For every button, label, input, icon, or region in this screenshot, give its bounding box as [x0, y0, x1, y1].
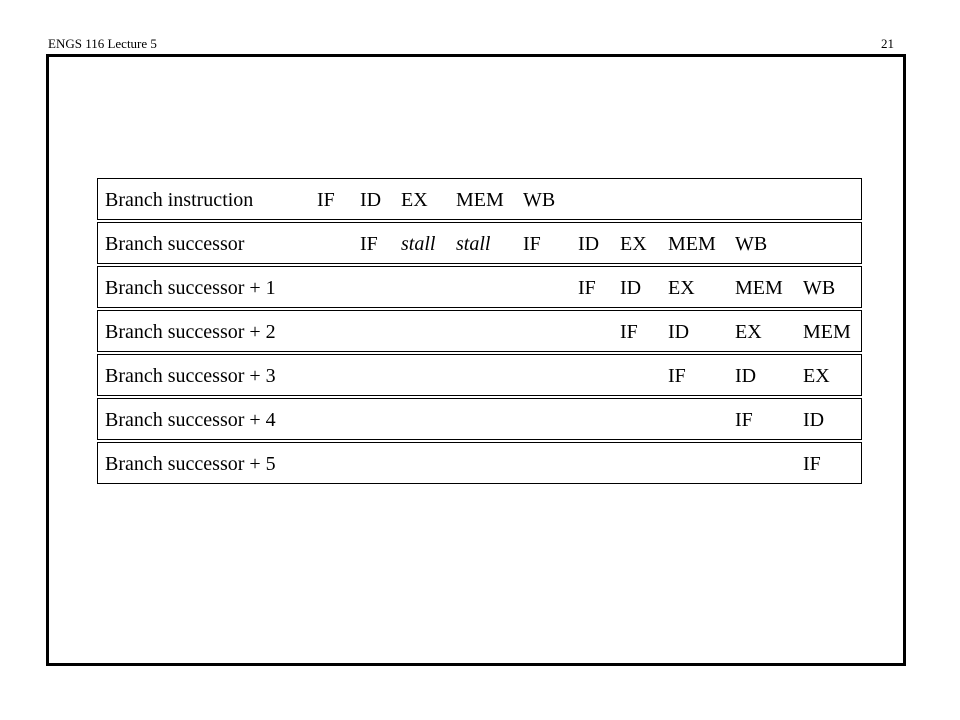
- pipeline-row: [97, 222, 862, 264]
- stage-cell: EX: [803, 365, 830, 387]
- stall-cell: stall: [401, 233, 436, 255]
- stage-cell: ID: [803, 409, 825, 431]
- row-label: Branch successor + 3: [105, 365, 276, 387]
- pipeline-row: [97, 442, 862, 484]
- stage-cell: ID: [578, 233, 600, 255]
- stage-cell: MEM: [735, 277, 783, 299]
- stage-cell: ID: [360, 189, 382, 211]
- stage-cell: WB: [523, 189, 556, 211]
- stage-cell: ID: [668, 321, 690, 343]
- stage-cell: MEM: [456, 189, 504, 211]
- row-label: Branch successor + 1: [105, 277, 276, 299]
- row-label: Branch successor + 2: [105, 321, 276, 343]
- row-label: Branch successor + 5: [105, 453, 276, 475]
- stage-cell: EX: [401, 189, 428, 211]
- stage-cell: IF: [803, 453, 821, 475]
- page-number: 21: [881, 36, 894, 51]
- stage-cell: IF: [360, 233, 378, 255]
- pipeline-row: [97, 398, 862, 440]
- stage-cell: IF: [578, 277, 596, 299]
- stage-cell: IF: [620, 321, 638, 343]
- stage-cell: IF: [523, 233, 541, 255]
- stall-cell: stall: [456, 233, 491, 255]
- lecture-header: ENGS 116 Lecture 5: [48, 36, 157, 51]
- pipeline-table: [97, 178, 862, 486]
- row-label: Branch instruction: [105, 189, 254, 211]
- stage-cell: MEM: [803, 321, 851, 343]
- pipeline-row: [97, 310, 862, 352]
- stage-cell: IF: [735, 409, 753, 431]
- stage-cell: ID: [620, 277, 642, 299]
- stage-cell: WB: [803, 277, 836, 299]
- pipeline-row: [97, 354, 862, 396]
- row-label: Branch successor + 4: [105, 409, 276, 431]
- pipeline-row: [97, 266, 862, 308]
- stage-cell: IF: [668, 365, 686, 387]
- pipeline-row: [97, 178, 862, 220]
- stage-cell: WB: [735, 233, 768, 255]
- stage-cell: EX: [735, 321, 762, 343]
- stage-cell: IF: [317, 189, 335, 211]
- stage-cell: MEM: [668, 233, 716, 255]
- stage-cell: EX: [620, 233, 647, 255]
- stage-cell: ID: [735, 365, 757, 387]
- row-label: Branch successor: [105, 233, 245, 255]
- stage-cell: EX: [668, 277, 695, 299]
